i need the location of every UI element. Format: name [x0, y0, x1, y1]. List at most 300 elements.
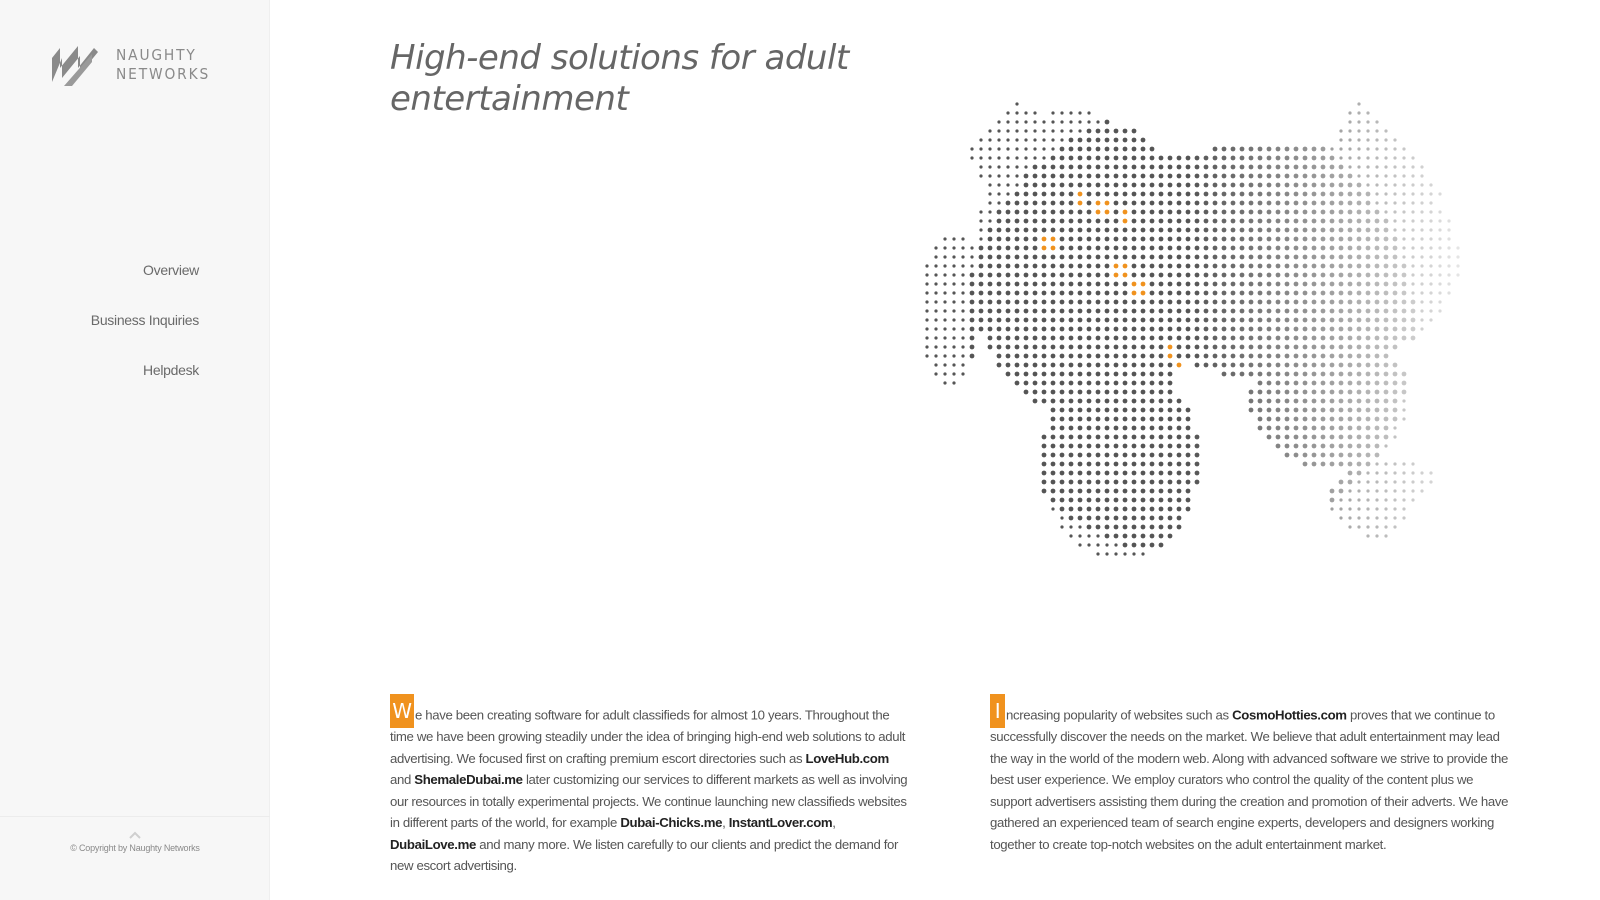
globe-dot	[1105, 192, 1110, 197]
globe-dot	[1348, 165, 1351, 168]
globe-dot	[961, 363, 964, 366]
nav-item-business-inquiries[interactable]: Business Inquiries	[90, 312, 199, 328]
globe-dot	[1294, 327, 1299, 332]
globe-dot	[1267, 327, 1272, 332]
globe-dot	[1132, 129, 1137, 134]
globe-dot	[1033, 192, 1038, 197]
globe-dot	[1375, 300, 1380, 305]
globe-dot	[1096, 543, 1099, 546]
globe-dot	[1429, 300, 1432, 303]
globe-dot	[1249, 246, 1254, 251]
globe-dot	[1150, 264, 1155, 269]
globe-dot	[1168, 291, 1173, 296]
globe-dot	[979, 282, 984, 287]
chevron-up-icon[interactable]	[129, 831, 141, 839]
globe-dot	[1222, 210, 1227, 215]
globe-dot	[1069, 201, 1074, 206]
globe-dot	[1177, 156, 1182, 161]
globe-dot	[1231, 354, 1236, 359]
globe-dot	[1267, 210, 1272, 215]
globe-dot	[1060, 210, 1065, 215]
globe-dot	[1420, 282, 1423, 285]
globe-dot	[1294, 282, 1299, 287]
globe-dot	[1042, 390, 1047, 395]
globe-dot	[1276, 327, 1281, 332]
globe-dot	[1330, 228, 1335, 233]
globe-dot	[1366, 219, 1371, 224]
globe-dot	[1132, 435, 1137, 440]
globe-dot	[1348, 273, 1353, 278]
globe-dot	[1168, 426, 1173, 431]
globe-dot	[1042, 255, 1047, 260]
globe-dot	[1231, 273, 1236, 278]
globe-dot	[1177, 498, 1182, 503]
globe-dot	[970, 255, 973, 258]
globe-dot	[1150, 201, 1155, 206]
globe-dot	[1222, 363, 1227, 368]
globe-dot	[1168, 174, 1173, 179]
globe-dot	[1240, 336, 1245, 341]
globe-dot	[961, 318, 964, 321]
globe-dot	[1294, 345, 1299, 350]
globe-dot	[1069, 273, 1074, 278]
globe-dot	[1123, 534, 1128, 539]
globe-dot	[1375, 372, 1380, 377]
globe-dot	[1411, 327, 1416, 332]
globe-dot	[1366, 444, 1371, 449]
globe-dot	[1150, 165, 1155, 170]
globe-dot	[1105, 525, 1110, 530]
globe-dot	[1339, 408, 1344, 413]
globe-dot	[1348, 264, 1353, 269]
globe-dot	[1429, 480, 1432, 483]
globe-dot	[1384, 165, 1387, 168]
globe-dot	[1312, 174, 1317, 179]
globe-dot	[1096, 147, 1101, 152]
globe-dot	[1177, 282, 1182, 287]
globe-dot	[925, 291, 928, 294]
globe-dot	[1177, 354, 1182, 359]
globe-dot	[1114, 246, 1119, 251]
globe-dot	[1078, 264, 1083, 269]
globe-dot	[1087, 192, 1092, 197]
globe-dot	[979, 147, 982, 150]
globe-dot	[1096, 327, 1101, 332]
globe-dot	[1357, 174, 1360, 177]
globe-dot	[1438, 264, 1441, 267]
globe-dot	[1015, 372, 1020, 377]
globe-dot	[1375, 129, 1378, 132]
globe-dot	[934, 363, 937, 366]
globe-dot	[1249, 399, 1254, 404]
globe-highlight-dot	[1123, 264, 1128, 269]
globe-dot	[1393, 498, 1396, 501]
globe-dot	[1132, 417, 1137, 422]
globe-dot	[1015, 327, 1020, 332]
globe-dot	[1123, 480, 1128, 485]
globe-dot	[1222, 156, 1227, 161]
site-link-dubai-chicks[interactable]: Dubai-Chicks.me	[620, 815, 723, 830]
globe-dot	[1402, 183, 1405, 186]
globe-dot	[1294, 318, 1299, 323]
globe-dot	[1096, 156, 1101, 161]
globe-dot	[1150, 327, 1155, 332]
globe-dot	[1384, 534, 1387, 537]
globe-dot	[1051, 471, 1056, 476]
globe-dot	[1150, 444, 1155, 449]
globe-dot	[1024, 183, 1029, 188]
globe-dot	[1141, 354, 1146, 359]
globe-dot	[1132, 336, 1137, 341]
globe-dot	[1204, 318, 1209, 323]
globe-dot	[1240, 237, 1245, 242]
globe-dot	[1267, 165, 1272, 170]
globe-dot	[1060, 525, 1063, 528]
globe-dot	[1267, 282, 1272, 287]
globe-dot	[997, 174, 1000, 177]
globe-dot	[1339, 336, 1344, 341]
globe-dot	[952, 363, 955, 366]
globe-dot	[1312, 426, 1317, 431]
globe-dot	[1114, 300, 1119, 305]
globe-dot	[1447, 255, 1450, 258]
globe-dot	[1024, 345, 1029, 350]
globe-dot	[1087, 543, 1090, 546]
site-link-lovehub[interactable]: LoveHub.com	[805, 750, 889, 766]
globe-dot	[1123, 183, 1128, 188]
globe-dot	[1393, 435, 1396, 438]
globe-dot	[1186, 228, 1191, 233]
globe-dot	[1114, 534, 1119, 539]
globe-dot	[1114, 543, 1117, 546]
globe-dot	[1294, 426, 1299, 431]
globe-dot	[1276, 237, 1281, 242]
globe-dot	[1105, 174, 1110, 179]
globe-dot	[1321, 201, 1326, 206]
globe-dot	[1195, 462, 1200, 467]
site-link-dubailove[interactable]: DubaiLove.me	[390, 836, 476, 852]
globe-dot	[1267, 273, 1272, 278]
globe-dot	[1132, 165, 1137, 170]
globe-dot	[1024, 327, 1029, 332]
globe-dot	[1375, 444, 1380, 449]
globe-dot	[1024, 372, 1029, 377]
globe-dot	[1132, 255, 1137, 260]
globe-dot	[1051, 363, 1056, 368]
globe-dot	[1060, 273, 1065, 278]
globe-dot	[979, 219, 982, 222]
globe-dot	[979, 174, 982, 177]
globe-dot	[1357, 165, 1360, 168]
globe-dot	[1339, 453, 1344, 458]
site-link-instantlover[interactable]: InstantLover.com	[728, 815, 833, 830]
globe-dot	[1339, 489, 1344, 494]
globe-dot	[1267, 174, 1272, 179]
globe-dot	[925, 354, 928, 357]
globe-dot	[1276, 444, 1281, 449]
globe-dot	[1168, 390, 1173, 395]
globe-dot	[1267, 237, 1272, 242]
globe-dot	[1141, 525, 1146, 530]
globe-dot	[1123, 165, 1128, 170]
globe-dot	[1375, 309, 1380, 314]
site-link-cosmohotties[interactable]: CosmoHotties.com	[1232, 707, 1347, 723]
globe-dot	[1141, 489, 1146, 494]
globe-dot	[1375, 399, 1380, 404]
globe-dot	[1258, 282, 1263, 287]
globe-dot	[1393, 183, 1396, 186]
globe-dot	[1384, 363, 1389, 368]
globe-dot	[1321, 210, 1326, 215]
globe-dot	[1123, 174, 1128, 179]
nav-item-helpdesk[interactable]: Helpdesk	[143, 362, 199, 378]
globe-dot	[1087, 282, 1092, 287]
globe-dot	[1429, 183, 1432, 186]
globe-dot	[1330, 219, 1335, 224]
globe-dot	[1384, 444, 1387, 447]
globe-dot	[988, 147, 991, 150]
globe-dot	[1294, 147, 1299, 152]
globe-dot	[1024, 300, 1029, 305]
globe-dot	[1060, 489, 1065, 494]
globe-dot	[1285, 300, 1290, 305]
nav-item-overview[interactable]: Overview	[143, 262, 199, 278]
globe-dot	[1348, 462, 1353, 467]
globe-dot	[1375, 498, 1378, 501]
globe-dot	[1177, 246, 1182, 251]
globe-dot	[1312, 372, 1317, 377]
globe-dot	[1213, 291, 1218, 296]
globe-dot	[1348, 147, 1351, 150]
globe-highlight-dot	[1078, 201, 1083, 206]
globe-dot	[1051, 201, 1056, 206]
globe-dot	[970, 282, 975, 287]
globe-dot	[1069, 219, 1074, 224]
globe-dot	[1366, 138, 1369, 141]
globe-dot	[1159, 426, 1164, 431]
globe-dot	[1087, 390, 1092, 395]
globe-dot	[1366, 507, 1369, 510]
globe-dot	[1186, 408, 1191, 413]
globe-dot	[1258, 399, 1263, 404]
globe-dot	[1123, 372, 1128, 377]
globe-dot	[1105, 471, 1110, 476]
globe-dot	[1186, 291, 1191, 296]
globe-dot	[1222, 201, 1227, 206]
globe-dot	[1096, 363, 1101, 368]
globe-highlight-dot	[1123, 210, 1128, 215]
globe-dot	[1087, 462, 1092, 467]
globe-dot	[1267, 156, 1272, 161]
globe-dot	[1114, 408, 1119, 413]
globe-dot	[1348, 282, 1353, 287]
globe-dot	[1456, 273, 1459, 276]
globe-dot	[1114, 201, 1119, 206]
globe-dot	[1348, 435, 1353, 440]
globe-dot	[1366, 192, 1371, 197]
globe-dot	[1393, 471, 1396, 474]
globe-dot	[1321, 300, 1326, 305]
globe-dot	[961, 336, 964, 339]
globe-dot	[1222, 219, 1227, 224]
globe-dot	[1096, 435, 1101, 440]
globe-dot	[1402, 174, 1405, 177]
globe-dot	[1042, 210, 1047, 215]
globe-dot	[1438, 282, 1441, 285]
globe-dot	[1051, 120, 1054, 123]
globe-dot	[1384, 480, 1387, 483]
globe-dot	[1393, 417, 1398, 422]
globe-dot	[1078, 237, 1083, 242]
globe-dot	[1132, 489, 1137, 494]
para-text: proves that we continue to successfully discover the needs on the market. We believe that adult entertainment may lead the way in the world of the modern web. Along with advanced software we strive to provide the best user experience. We employ curators who control the quality of the content plus we support advertisers assisting them during the creation and promotion of their adverts. We have gathered an experienced team of search engine experts, developers and designers working together to create top-notch websites on the adult entertainment market.	[990, 707, 1509, 852]
globe-dot	[1393, 426, 1396, 429]
globe-dot	[1303, 228, 1308, 233]
globe-dot	[1096, 237, 1101, 242]
globe-dot	[1357, 336, 1362, 341]
globe-dot	[1321, 255, 1326, 260]
globe-dot	[1267, 300, 1272, 305]
globe-dot	[988, 228, 993, 233]
globe-dot	[1141, 228, 1146, 233]
globe-dot	[1150, 219, 1155, 224]
globe-dot	[1033, 210, 1038, 215]
globe-dot	[1312, 408, 1317, 413]
globe-dot	[1150, 318, 1155, 323]
globe-dot	[979, 156, 982, 159]
globe-dot	[1231, 372, 1236, 377]
globe-dot	[1312, 336, 1317, 341]
globe-dot	[1249, 345, 1254, 350]
globe-dot	[1114, 552, 1117, 555]
globe-dot	[1330, 354, 1335, 359]
para-text: ,	[832, 815, 836, 830]
globe-dot	[1159, 309, 1164, 314]
globe-dot	[1159, 336, 1164, 341]
globe-dot	[1051, 300, 1056, 305]
globe-dot	[1429, 255, 1432, 258]
globe-dot	[1087, 111, 1090, 114]
globe-dot	[1321, 282, 1326, 287]
globe-dot	[997, 120, 1000, 123]
globe-dot	[1150, 147, 1155, 152]
globe-dot	[1402, 165, 1405, 168]
globe-dot	[1015, 219, 1020, 224]
globe-dot	[1267, 291, 1272, 296]
globe-dot	[970, 345, 975, 350]
globe-dot	[1240, 246, 1245, 251]
globe-dot	[1123, 336, 1128, 341]
globe-dot	[1411, 300, 1416, 305]
globe-dot	[1132, 399, 1137, 404]
globe-dot	[1384, 354, 1389, 359]
globe-dot	[1393, 363, 1398, 368]
globe-dot	[1060, 156, 1065, 161]
globe-dot	[1123, 471, 1128, 476]
globe-dot	[1375, 426, 1380, 431]
globe-dot	[1249, 174, 1254, 179]
globe-dot	[961, 309, 964, 312]
globe-dot	[1078, 435, 1083, 440]
globe-dot	[1240, 192, 1245, 197]
globe-dot	[1024, 192, 1029, 197]
globe-dot	[1042, 156, 1045, 159]
site-link-shemaledubai[interactable]: ShemaleDubai.me	[414, 772, 523, 787]
globe-dot	[1069, 381, 1074, 386]
globe-dot	[1393, 318, 1398, 323]
globe-dot	[1141, 435, 1146, 440]
globe-dot	[1123, 201, 1128, 206]
globe-dot	[1051, 372, 1056, 377]
globe-dot	[1357, 516, 1360, 519]
globe-dot	[1168, 507, 1173, 512]
globe-dot	[1411, 156, 1414, 159]
globe-dot	[1231, 201, 1236, 206]
globe-dot	[961, 282, 964, 285]
globe-dot	[1105, 255, 1110, 260]
globe-dot	[1438, 219, 1441, 222]
globe-dot	[1357, 390, 1362, 395]
globe-dot	[1051, 192, 1056, 197]
globe-dot	[1330, 417, 1335, 422]
globe-dot	[1105, 417, 1110, 422]
globe-dot	[1420, 264, 1423, 267]
globe-dot	[1357, 264, 1362, 269]
globe-dot	[1024, 354, 1029, 359]
brand-logo[interactable]	[50, 42, 218, 88]
globe-dot	[1249, 318, 1254, 323]
globe-dot	[1357, 381, 1362, 386]
globe-dot	[1078, 399, 1083, 404]
globe-dot	[1213, 309, 1218, 314]
globe-dot	[1024, 291, 1029, 296]
globe-dot	[1150, 237, 1155, 242]
globe-dot	[1267, 345, 1272, 350]
globe-dot	[1195, 453, 1200, 458]
globe-dot	[1429, 273, 1432, 276]
globe-dot	[1312, 273, 1317, 278]
globe-dot	[1123, 399, 1128, 404]
globe-dot	[1348, 228, 1353, 233]
globe-dot	[1348, 138, 1351, 141]
globe-dot	[1375, 318, 1380, 323]
globe-dot	[1375, 120, 1378, 123]
globe-dot	[1051, 255, 1056, 260]
globe-dot	[1303, 327, 1308, 332]
globe-dot	[1159, 516, 1164, 521]
globe-dot	[1276, 345, 1281, 350]
globe-dot	[1240, 183, 1245, 188]
globe-dot	[1357, 309, 1362, 314]
globe-dot	[1015, 318, 1020, 323]
globe-dot	[1069, 390, 1074, 395]
globe-dot	[1357, 462, 1362, 467]
globe-dot	[1429, 318, 1432, 321]
globe-dot	[1051, 291, 1056, 296]
globe-dot	[1069, 426, 1074, 431]
globe-dot	[1285, 444, 1290, 449]
globe-dot	[1330, 183, 1335, 188]
globe-dot	[1339, 228, 1344, 233]
globe-highlight-dot	[1141, 291, 1146, 296]
globe-dot	[1105, 498, 1110, 503]
globe-dot	[1168, 435, 1173, 440]
globe-dot	[1078, 165, 1083, 170]
globe-dot	[1285, 435, 1290, 440]
globe-dot	[1267, 426, 1272, 431]
globe-dot	[1366, 282, 1371, 287]
globe-dot	[1402, 390, 1407, 395]
